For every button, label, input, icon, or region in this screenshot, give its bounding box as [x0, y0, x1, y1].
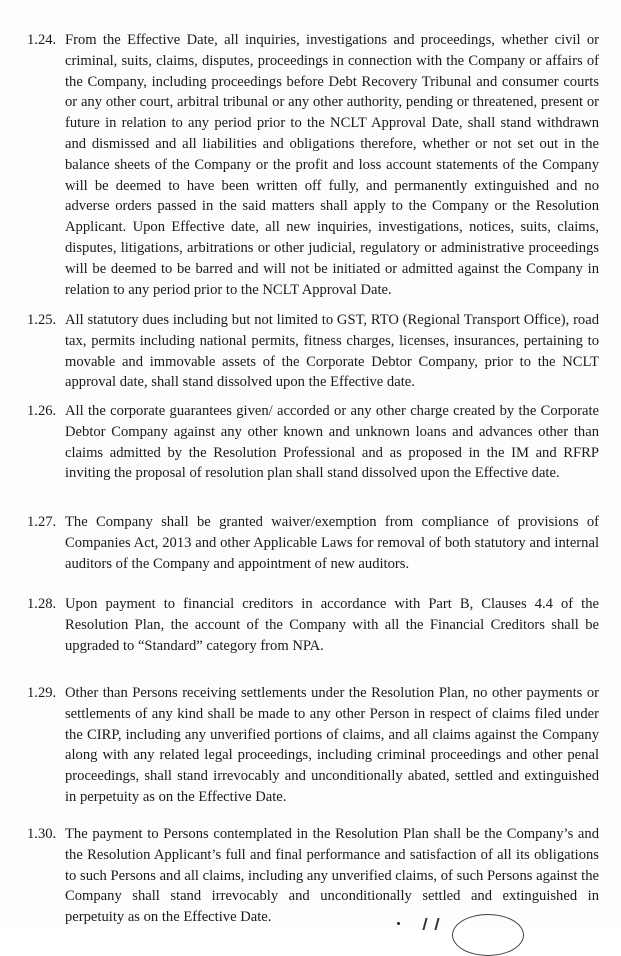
clause-text: The payment to Persons contemplated in the Resolution Plan shall be the Company’s and the Resolution Applicant’s full and final performance and satisfaction of all its obligations to such Persons and all claims, including any unverified claims, of such Persons against the Company shall stand irrevocably and unconditionally settled and extinguished in perpetuity as on the Effective Date. [65, 826, 599, 926]
clause-1-29 [27, 683, 599, 808]
clause-number: 1.27. [27, 514, 57, 530]
clause-text: Other than Persons receiving settlements under the Resolution Plan, no other payments or settlements of any kind shall be made to any other Person in respect of claims filed under the CIRP, including any unverified portions of claims, and all claims against the Company along with any related legal proceedings, including criminal proceedings and other penal proceedings, shall stand irrevocably and unconditionally abated, settled and extinguished in perpetuity as on the Effective Date. [65, 685, 599, 805]
clause-1-30 [27, 824, 599, 928]
clause-1-25 [27, 310, 599, 393]
clause-number: 1.30. [27, 826, 57, 842]
ink-dot [397, 922, 400, 925]
clause-number: 1.26. [27, 403, 57, 419]
clause-text: All the corporate guarantees given/ accorded or any other charge created by the Corporate Debtor Company against any other known and unknown loans and advances other than claims admitted by the Resolution Professional and as proposed in the IM and RFRP inviting the proposal of resolution plan shall stand dissolved upon the Effective date. [65, 403, 599, 482]
clause-text: Upon payment to financial creditors in accordance with Part B, Clauses 4.4 of the Resolution Plan, the account of the Company with all the Financial Creditors shall be upgraded to “Standard” category from NPA. [65, 596, 599, 654]
clause-text: From the Effective Date, all inquiries, investigations and proceedings, whether civil or criminal, suits, claims, disputes, proceedings in connection with the Company or affairs of the Company, including proceedings before Debt Recovery Tribunal and consumer courts or any other court, arbitral tribunal or any other authority, pending or threatened, present or future in relation to any period prior to the NCLT Approval Date, shall stand withdrawn and dismissed and all liabilities and obligations therefore, whether or not set out in the balance sheets of the Company or the profit and loss account statements of the Company will be deemed to have been written off fully, and permanently extinguished and no adverse orders passed in the said matters shall apply to the Company or the Resolution Applicant. Upon Effective date, all new inquiries, investigations, notices, suits, claims, disputes, litigations, arbitrations or other judicial, regulatory or administrative proceedings will be deemed to be barred and will not be initiated or admitted against the Company in relation to any period prior to the NCLT Approval Date. [65, 32, 599, 298]
clause-number: 1.28. [27, 596, 57, 612]
clause-1-28 [27, 594, 599, 656]
clause-1-24 [27, 30, 599, 300]
clause-1-26 [27, 401, 599, 484]
clause-number: 1.24. [27, 32, 57, 48]
signature-mark [422, 918, 439, 930]
clause-1-27 [27, 512, 599, 574]
clause-number: 1.29. [27, 685, 57, 701]
seal-stamp [452, 914, 524, 956]
clause-text: All statutory dues including but not limited to GST, RTO (Regional Transport Office), road tax, permits including national permits, fitness charges, licenses, insurances, pertaining to movable and immovable assets of the Corporate Debtor Company, prior to the NCLT approval date, shall stand dissolved upon the Effective date. [65, 312, 599, 391]
clause-number: 1.25. [27, 312, 57, 328]
clause-text: The Company shall be granted waiver/exemption from compliance of provisions of Companies Act, 2013 and other Applicable Laws for removal of both statutory and internal auditors of the Company and appointment of new auditors. [65, 514, 599, 572]
